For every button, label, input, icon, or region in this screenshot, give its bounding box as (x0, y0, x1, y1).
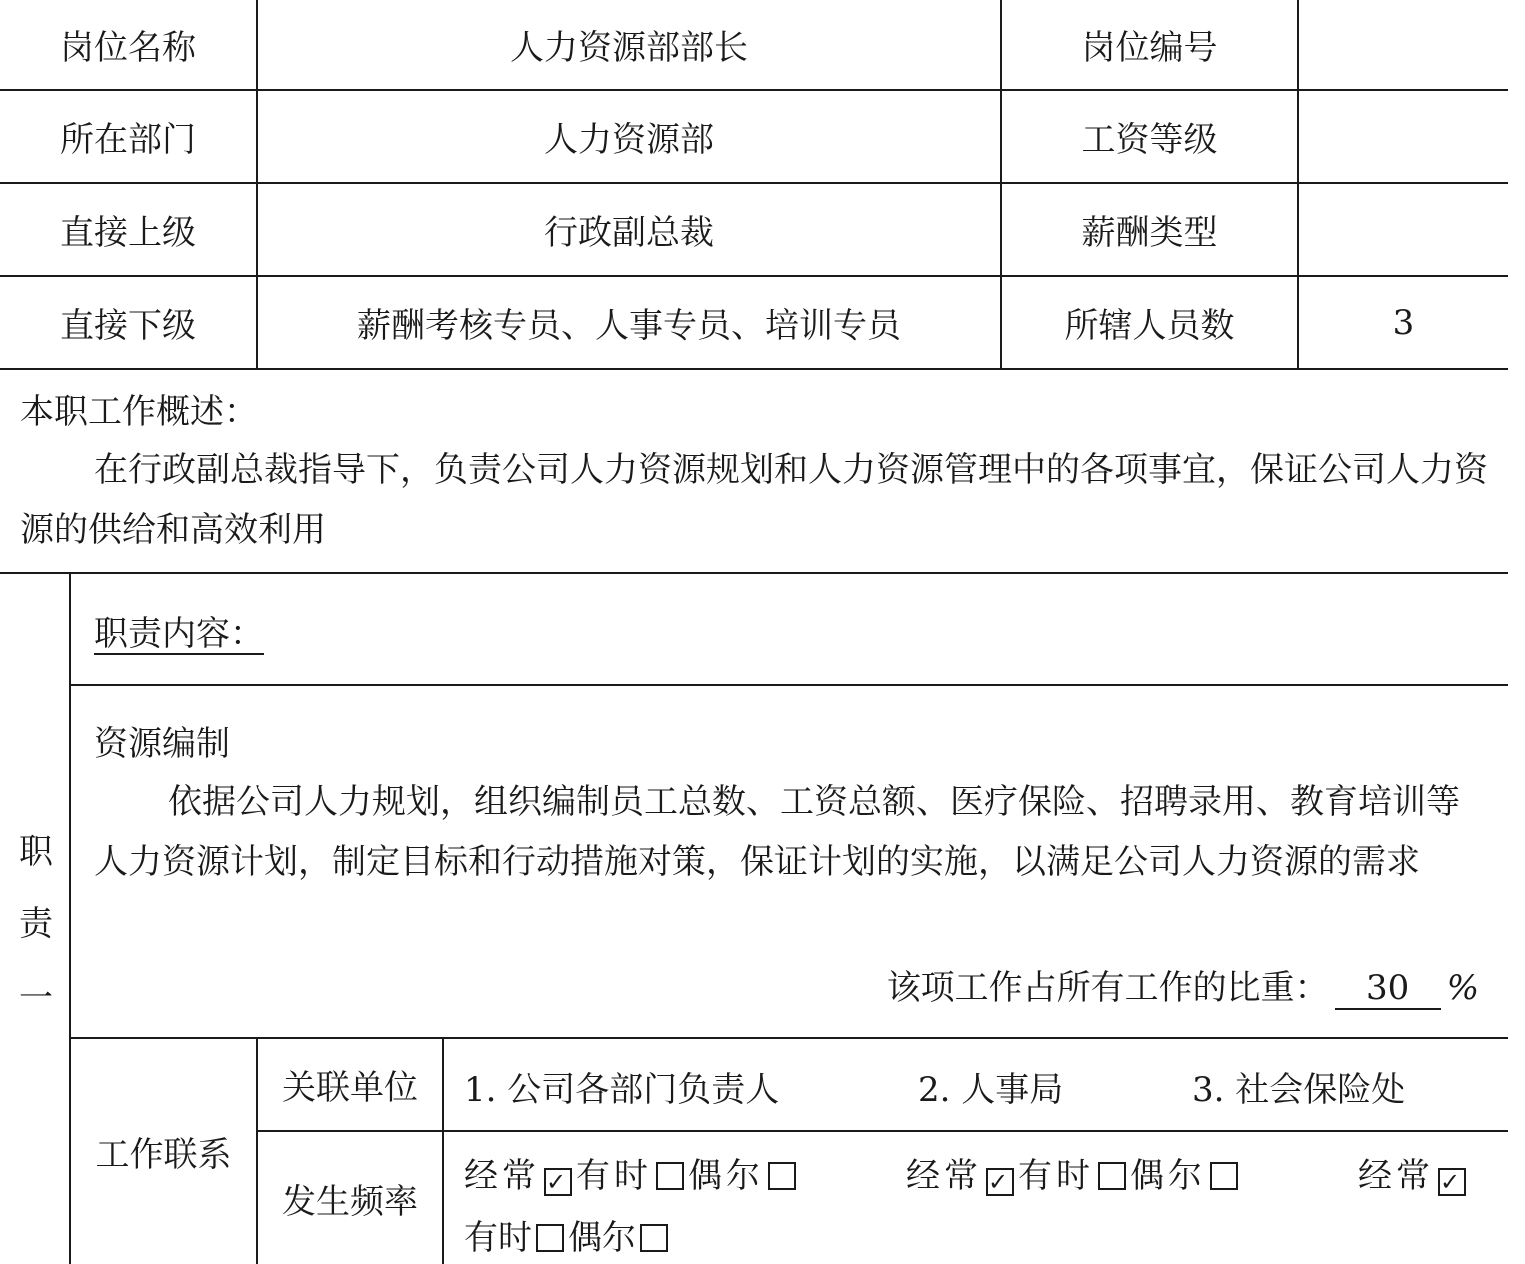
freq-often-checkbox[interactable]: ✓ (1440, 1168, 1465, 1196)
freq-group-3-cont (464, 1210, 672, 1259)
duty-description: 依据公司人力规划，组织编制员工总数、工资总额、医疗保险、招聘录用、教育培训等人力资源计划，制定目标和行动措施对策，保证计划的实施，以满足公司人力资源的需求 (94, 782, 1460, 882)
table-rule (0, 572, 1508, 574)
duty-title: 资源编制 (94, 724, 230, 764)
freq-often-checkbox[interactable]: ✓ (546, 1168, 571, 1196)
freq-rarely-checkbox[interactable] (640, 1224, 668, 1252)
value-direct-subordinates: 薪酬考核专员、人事专员、培训专员 (357, 306, 901, 346)
freq-rarely-label: 偶尔 (1130, 1156, 1206, 1196)
value-direct-superior: 行政副总裁 (544, 213, 714, 253)
freq-sometimes-checkbox[interactable] (656, 1162, 684, 1190)
duty-weight-value: 30 (1335, 968, 1441, 1010)
units-label: 关联单位 (282, 1068, 418, 1108)
freq-sometimes-checkbox[interactable] (536, 1224, 564, 1252)
table-rule (442, 1037, 444, 1264)
value-position-code (1299, 0, 1508, 89)
label-direct-superior: 直接上级 (60, 213, 196, 253)
value-salary-grade (1299, 91, 1508, 182)
label-pay-type: 薪酬类型 (1081, 213, 1218, 253)
summary-label: 本职工作概述： (20, 392, 258, 432)
freq-often-checkbox[interactable]: ✓ (988, 1168, 1013, 1196)
freq-often-label: 经常 (906, 1156, 982, 1196)
label-direct-subordinates: 直接下级 (60, 306, 196, 346)
related-unit-3: 3. 社会保险处 (1192, 1070, 1406, 1110)
contacts-group-label: 工作联系 (95, 1135, 232, 1175)
duty-weight-label: 该项工作占所有工作的比重： (886, 968, 1329, 1008)
freq-group-2 (906, 1148, 1242, 1197)
table-rule (69, 684, 1508, 686)
related-unit-2: 2. 人事局 (918, 1070, 1064, 1110)
value-department: 人力资源部 (544, 120, 714, 160)
summary-text: 在行政副总裁指导下，负责公司人力资源规划和人力资源管理中的各项事宜，保证公司人力资源的供给和高效利用 (20, 450, 1488, 550)
related-unit-1: 1. 公司各部门负责人 (464, 1070, 780, 1110)
freq-label: 发生频率 (282, 1181, 418, 1222)
freq-sometimes-checkbox[interactable] (1098, 1162, 1126, 1190)
freq-rarely-checkbox[interactable] (1210, 1162, 1238, 1190)
freq-sometimes-label: 有时 (1018, 1156, 1094, 1196)
freq-rarely-label: 偶尔 (568, 1218, 636, 1258)
duty-weight-unit: % (1446, 968, 1479, 1008)
label-salary-grade: 工资等级 (1081, 120, 1218, 160)
freq-sometimes-label: 有时 (464, 1218, 532, 1258)
freq-rarely-label: 偶尔 (688, 1156, 764, 1196)
value-staff-count: 3 (1392, 302, 1415, 343)
label-department: 所在部门 (60, 120, 196, 160)
value-position-name: 人力资源部部长 (510, 28, 748, 68)
label-position-name: 岗位名称 (60, 28, 196, 68)
freq-rarely-checkbox[interactable] (768, 1162, 796, 1190)
label-position-code: 岗位编号 (1081, 28, 1218, 68)
freq-group-3 (1358, 1148, 1470, 1197)
duty-side-char: 一 (19, 978, 53, 1018)
duty-side-char: 责 (19, 904, 53, 944)
freq-often-label: 经常 (1358, 1156, 1434, 1196)
table-rule (0, 368, 1508, 370)
table-rule (256, 1130, 1508, 1132)
freq-often-label: 经常 (464, 1156, 540, 1196)
duty-weight (887, 960, 1479, 1010)
duty-side-char: 职 (19, 832, 53, 872)
label-staff-count: 所辖人员数 (1064, 306, 1235, 346)
freq-group-1 (464, 1148, 800, 1197)
freq-sometimes-label: 有时 (576, 1156, 652, 1196)
duty-content-label: 职责内容： (94, 614, 264, 654)
value-pay-type (1299, 184, 1508, 275)
